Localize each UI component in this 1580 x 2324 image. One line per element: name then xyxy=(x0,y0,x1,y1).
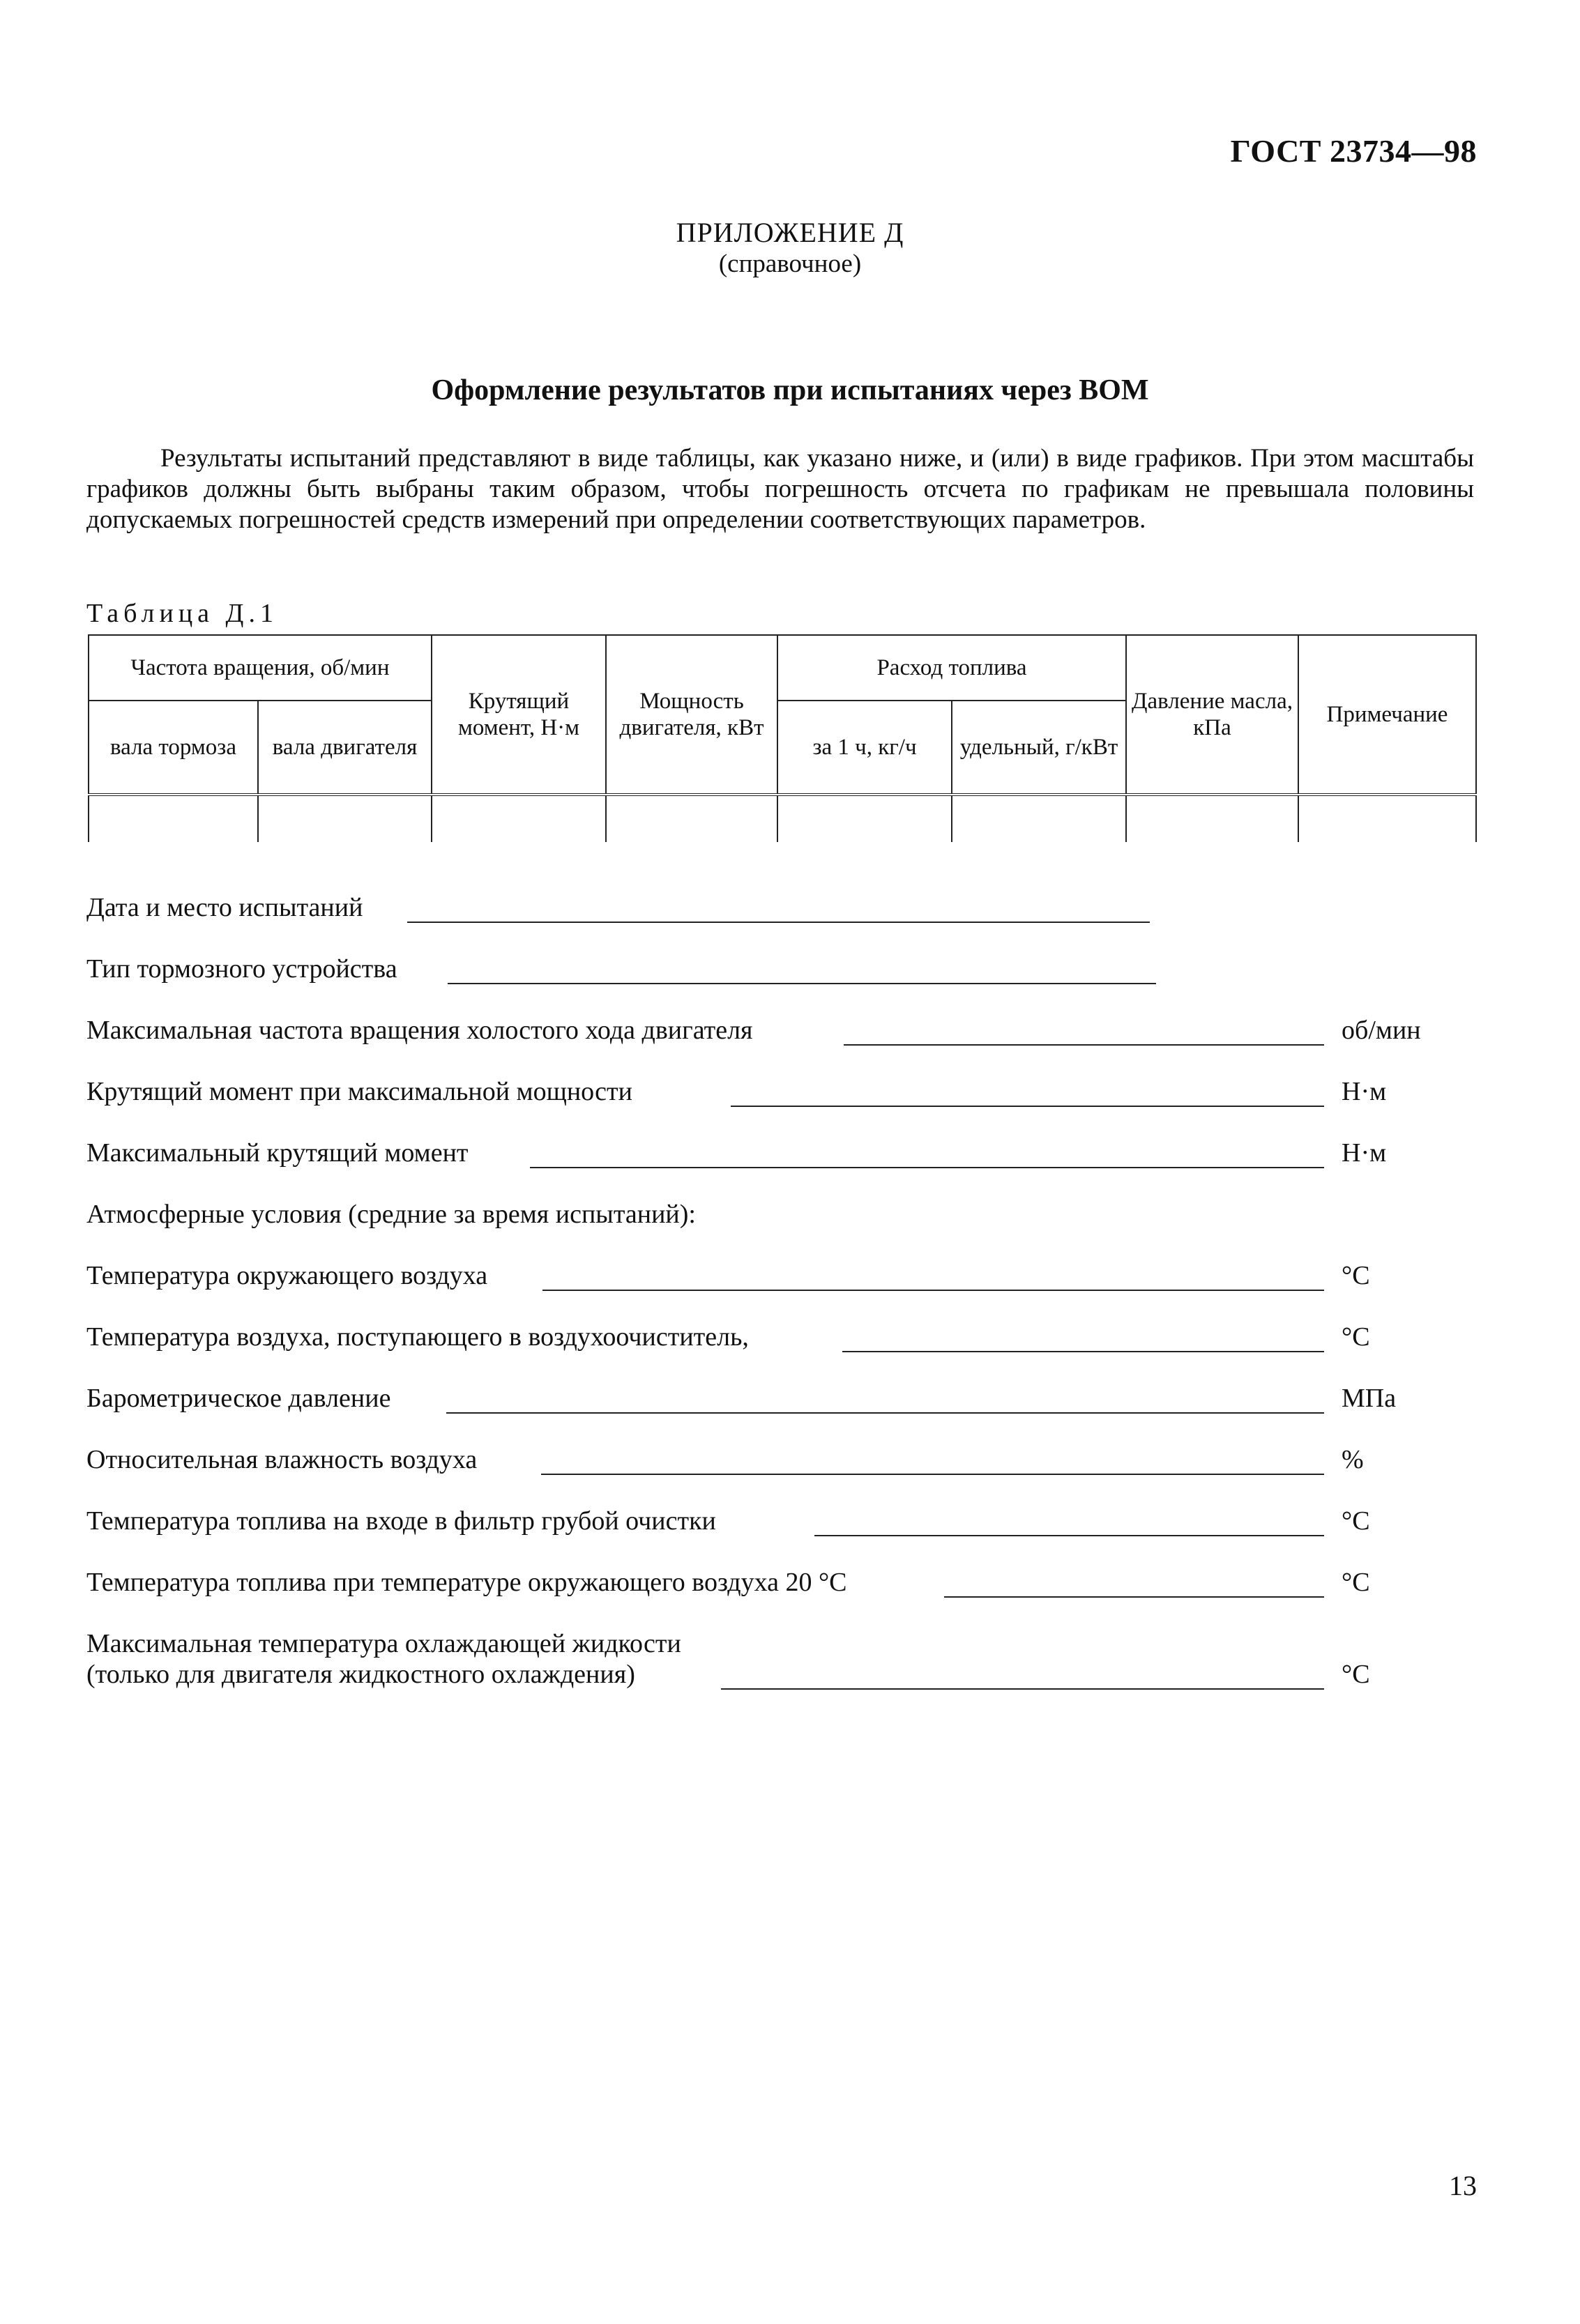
blank-line xyxy=(407,922,1150,923)
field-label: Атмосферные условия (средние за время испытаний): xyxy=(86,1200,696,1229)
field-label: Температура топлива на входе в фильтр грубой очистки xyxy=(86,1506,716,1536)
field-unit: % xyxy=(1342,1445,1364,1474)
blank-line xyxy=(842,1351,1324,1352)
header-fuel-consumption: Расход топлива xyxy=(777,635,1126,701)
field-label: Крутящий момент при максимальной мощности xyxy=(86,1077,632,1106)
field-atmospheric-conditions xyxy=(86,1199,1474,1260)
field-fuel-temperature-20c xyxy=(86,1567,1474,1628)
field-label: Тип тормозного устройства xyxy=(86,954,397,984)
blank-line xyxy=(814,1535,1324,1536)
field-air-cleaner-temperature xyxy=(86,1322,1474,1383)
field-unit: °C xyxy=(1342,1322,1370,1352)
test-conditions-form xyxy=(86,892,1474,1712)
field-max-idle-speed xyxy=(86,1015,1474,1076)
field-relative-humidity xyxy=(86,1444,1474,1506)
field-label: Относительная влажность воздуха xyxy=(86,1445,478,1474)
field-unit: Н·м xyxy=(1342,1138,1387,1168)
field-max-coolant-temperature xyxy=(86,1628,1474,1712)
table-cell xyxy=(952,795,1126,842)
blank-line xyxy=(731,1106,1324,1107)
table-row xyxy=(89,795,1476,842)
header-brake-shaft: вала тормоза xyxy=(89,701,258,795)
results-table xyxy=(88,634,1477,842)
header-note: Примечание xyxy=(1298,635,1476,795)
table-cell xyxy=(432,795,606,842)
field-label: Максимальная частота вращения холостого хода двигателя xyxy=(86,1016,753,1045)
blank-line xyxy=(844,1044,1324,1046)
intro-paragraph: Результаты испытаний представляют в виде таблицы, как указано ниже, и (или) в виде графиков. При этом масштабы графиков должны быть выбраны таким образом, чтобы погрешность отсчета по графикам не превышала половины допускаемых погрешностей средств измерений при определении соответствующих параметров. xyxy=(86,444,1474,534)
field-label-line1: Максимальная температура охлаждающей жидкости xyxy=(86,1629,681,1658)
field-barometric-pressure xyxy=(86,1383,1474,1444)
field-unit: °C xyxy=(1342,1660,1370,1689)
field-label xyxy=(86,1628,681,1690)
table-cell xyxy=(1126,795,1298,842)
table-cell xyxy=(777,795,952,842)
field-torque-at-max-power xyxy=(86,1076,1474,1138)
header-fuel-per-hour: за 1 ч, кг/ч xyxy=(777,701,952,795)
field-fuel-temperature-filter xyxy=(86,1506,1474,1567)
table-caption: Таблица Д.1 xyxy=(86,599,278,628)
field-max-torque xyxy=(86,1138,1474,1199)
field-test-date-place xyxy=(86,892,1474,954)
appendix-title: ПРИЛОЖЕНИЕ Д xyxy=(676,217,904,248)
blank-line xyxy=(446,1412,1324,1414)
header-fuel-specific: удельный, г/кВт xyxy=(952,701,1126,795)
table-cell xyxy=(258,795,432,842)
blank-line xyxy=(542,1290,1324,1291)
section-title: Оформление результатов при испытаниях через ВОМ xyxy=(431,374,1149,406)
field-unit: °C xyxy=(1342,1261,1370,1290)
blank-line xyxy=(448,983,1156,984)
appendix-subtitle: (справочное) xyxy=(718,250,862,278)
header-torque: Крутящий момент, Н·м xyxy=(432,635,606,795)
field-label: Максимальный крутящий момент xyxy=(86,1138,469,1168)
blank-line xyxy=(541,1474,1324,1475)
document-code: ГОСТ 23734—98 xyxy=(1230,133,1477,169)
table-cell xyxy=(606,795,777,842)
table-cell xyxy=(89,795,258,842)
field-ambient-temperature xyxy=(86,1260,1474,1322)
field-label: Температура топлива при температуре окружающего воздуха 20 °C xyxy=(86,1568,847,1597)
header-oil-pressure: Давление масла, кПа xyxy=(1126,635,1298,795)
header-rotation-speed: Частота вращения, об/мин xyxy=(89,635,432,701)
table-cell xyxy=(1298,795,1476,842)
blank-line xyxy=(721,1688,1324,1690)
field-label: Температура окружающего воздуха xyxy=(86,1261,488,1290)
field-label: Дата и место испытаний xyxy=(86,893,363,922)
page-number: 13 xyxy=(1449,2170,1477,2201)
field-label: Барометрическое давление xyxy=(86,1384,391,1413)
field-unit: об/мин xyxy=(1342,1016,1421,1045)
field-unit: Н·м xyxy=(1342,1077,1387,1106)
blank-line xyxy=(944,1596,1324,1598)
field-unit: МПа xyxy=(1342,1384,1397,1413)
field-unit: °C xyxy=(1342,1568,1370,1597)
header-engine-power: Мощность двигателя, кВт xyxy=(606,635,777,795)
header-engine-shaft: вала двигателя xyxy=(258,701,432,795)
field-brake-type xyxy=(86,954,1474,1015)
field-label-line2: (только для двигателя жидкостного охлаждения) xyxy=(86,1660,635,1689)
blank-line xyxy=(530,1167,1324,1168)
field-label: Температура воздуха, поступающего в воздухоочиститель, xyxy=(86,1322,749,1352)
field-unit: °C xyxy=(1342,1506,1370,1536)
